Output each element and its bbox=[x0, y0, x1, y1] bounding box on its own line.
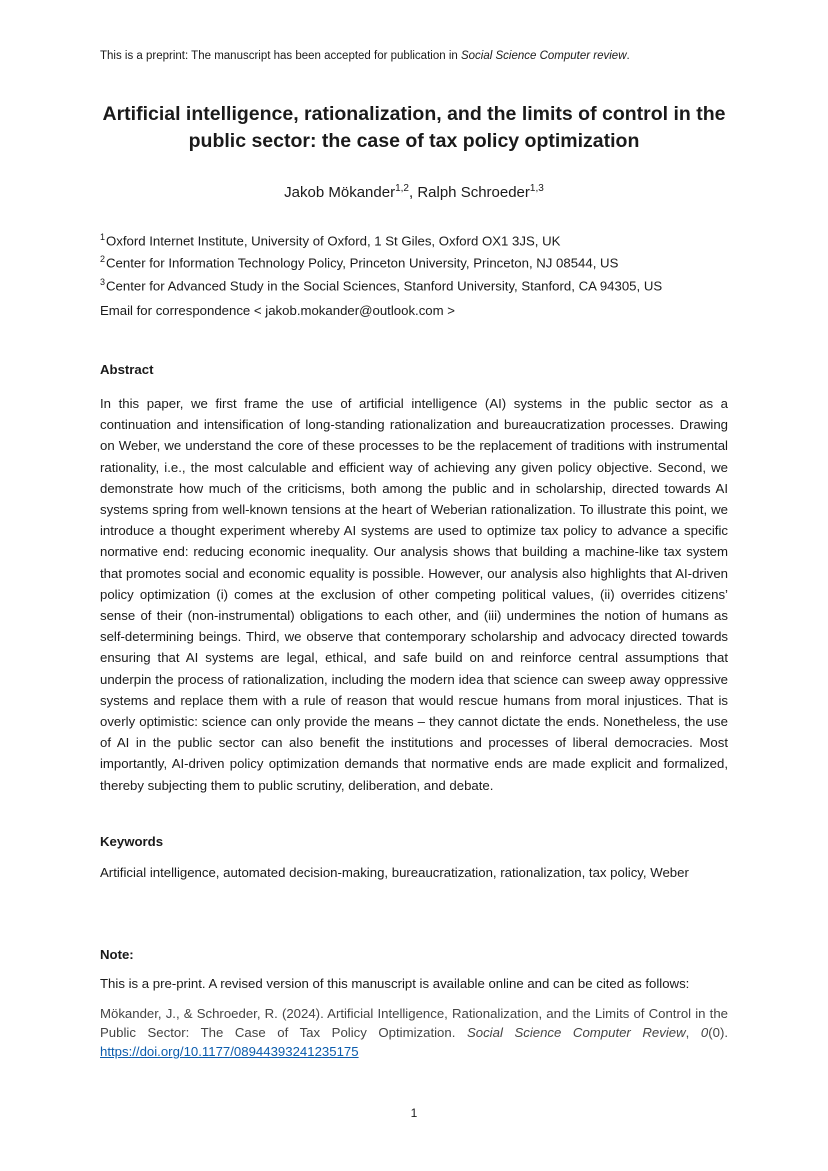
preprint-note-end: . bbox=[626, 50, 630, 62]
preprint-note-text: This is a preprint: The manuscript has been accepted for publication in bbox=[100, 50, 461, 62]
preprint-note bbox=[100, 50, 630, 62]
affiliation-item bbox=[100, 228, 662, 250]
affiliation-number: 1 bbox=[100, 232, 106, 242]
doi-link[interactable]: https://doi.org/10.1177/08944393241235175 bbox=[100, 1044, 359, 1059]
citation-issue: (0). bbox=[708, 1025, 728, 1040]
paper-title: Artificial intelligence, rationalization, and the limits of control in the public sector: the case of tax policy optimization bbox=[102, 103, 726, 152]
note-body: This is a pre-print. A revised version of this manuscript is available online and can be cited as follows: bbox=[100, 976, 690, 991]
preprint-note-journal: Social Science Computer review bbox=[460, 50, 627, 62]
author-name: Ralph Schroeder bbox=[417, 184, 530, 201]
author-affil-sup: 1,3 bbox=[529, 183, 544, 194]
keywords-heading: Keywords bbox=[100, 834, 164, 849]
affiliation-text: Oxford Internet Institute, University of Oxford, 1 St Giles, Oxford OX1 3JS, UK bbox=[106, 233, 561, 249]
citation-journal: Social Science Computer Review bbox=[466, 1025, 686, 1040]
author-separator: , bbox=[408, 184, 418, 201]
affiliation-text: Center for Information Technology Policy, Princeton University, Princeton, NJ 08544, US bbox=[106, 255, 619, 271]
note-heading: Note: bbox=[100, 947, 134, 962]
citation-volume: 0 bbox=[700, 1025, 709, 1040]
abstract-body: In this paper, we first frame the use of artificial intelligence (AI) systems in the public sector as a continuation and intensification of long-standing rationalization and bureaucratization processes. Drawing on Weber, we understand the core of these processes to be the replacement of traditions with instrumental rationality, i.e., the most calculable and efficient way of achieving any given policy objective. Second, we demonstrate how much of the criticisms, both among the public and in scholarship, directed towards AI systems spring from well-known tensions at the heart of Weberian rationalization. To illustrate this point, we introduce a thought experiment whereby AI systems are used to optimize tax policy to advance a specific normative end: reducing economic inequality. Our analysis shows that building a machine-like tax system that promotes social and economic equality is possible. However, our analysis also highlights that AI-driven policy optimization (i) comes at the exclusion of other competing political values, (ii) overrides citizens’ sense of their (non-instrumental) obligations to each other, and (iii) undermines the notion of humans as self-determining beings. Third, we observe that contemporary scholarship and advocacy directed towards ensuring that AI systems are legal, ethical, and safe build on and reinforce central assumptions that underpin the process of rationalization, including the modern idea that science can sweep away oppressive systems and replace them with a rule of reason that would rescue humans from moral injustices. That is overly optimistic: science can only provide the means – they cannot dictate the ends. Nonetheless, the use of AI in the public sector can also benefit the institutions and processes of liberal democracies. Most importantly, AI-driven policy optimization demands that normative ends are made explicit and formalized, thereby subjecting them to public scrutiny, deliberation, and debate. bbox=[100, 396, 728, 793]
affiliation-item bbox=[100, 250, 662, 272]
page-number: 1 bbox=[410, 1106, 418, 1120]
citation bbox=[100, 1004, 728, 1061]
affiliation-list bbox=[100, 228, 662, 295]
author-affil-sup: 1,2 bbox=[395, 183, 409, 194]
author-list bbox=[100, 183, 728, 201]
affiliation-number: 3 bbox=[100, 276, 106, 287]
affiliation-number: 2 bbox=[100, 254, 106, 265]
affiliation-text: Center for Advanced Study in the Social Sciences, Stanford University, Stanford, CA 94305, US bbox=[106, 278, 663, 294]
keywords-body: Artificial intelligence, automated decision-making, bureaucratization, rationalization, tax policy, Weber bbox=[100, 865, 689, 880]
author-name: Jakob Mökander bbox=[284, 184, 396, 201]
affiliation-item bbox=[100, 273, 662, 295]
citation-sep: , bbox=[685, 1025, 701, 1040]
abstract-heading: Abstract bbox=[100, 362, 154, 377]
citation-text: Mökander, J., & Schroeder, R. (2024). Artificial Intelligence, Rationalization, and the Limits of Control in the Public Sector: The Case of Tax Policy Optimization. bbox=[100, 1006, 728, 1040]
correspondence-email: Email for correspondence < jakob.mokander@outlook.com > bbox=[100, 303, 455, 318]
